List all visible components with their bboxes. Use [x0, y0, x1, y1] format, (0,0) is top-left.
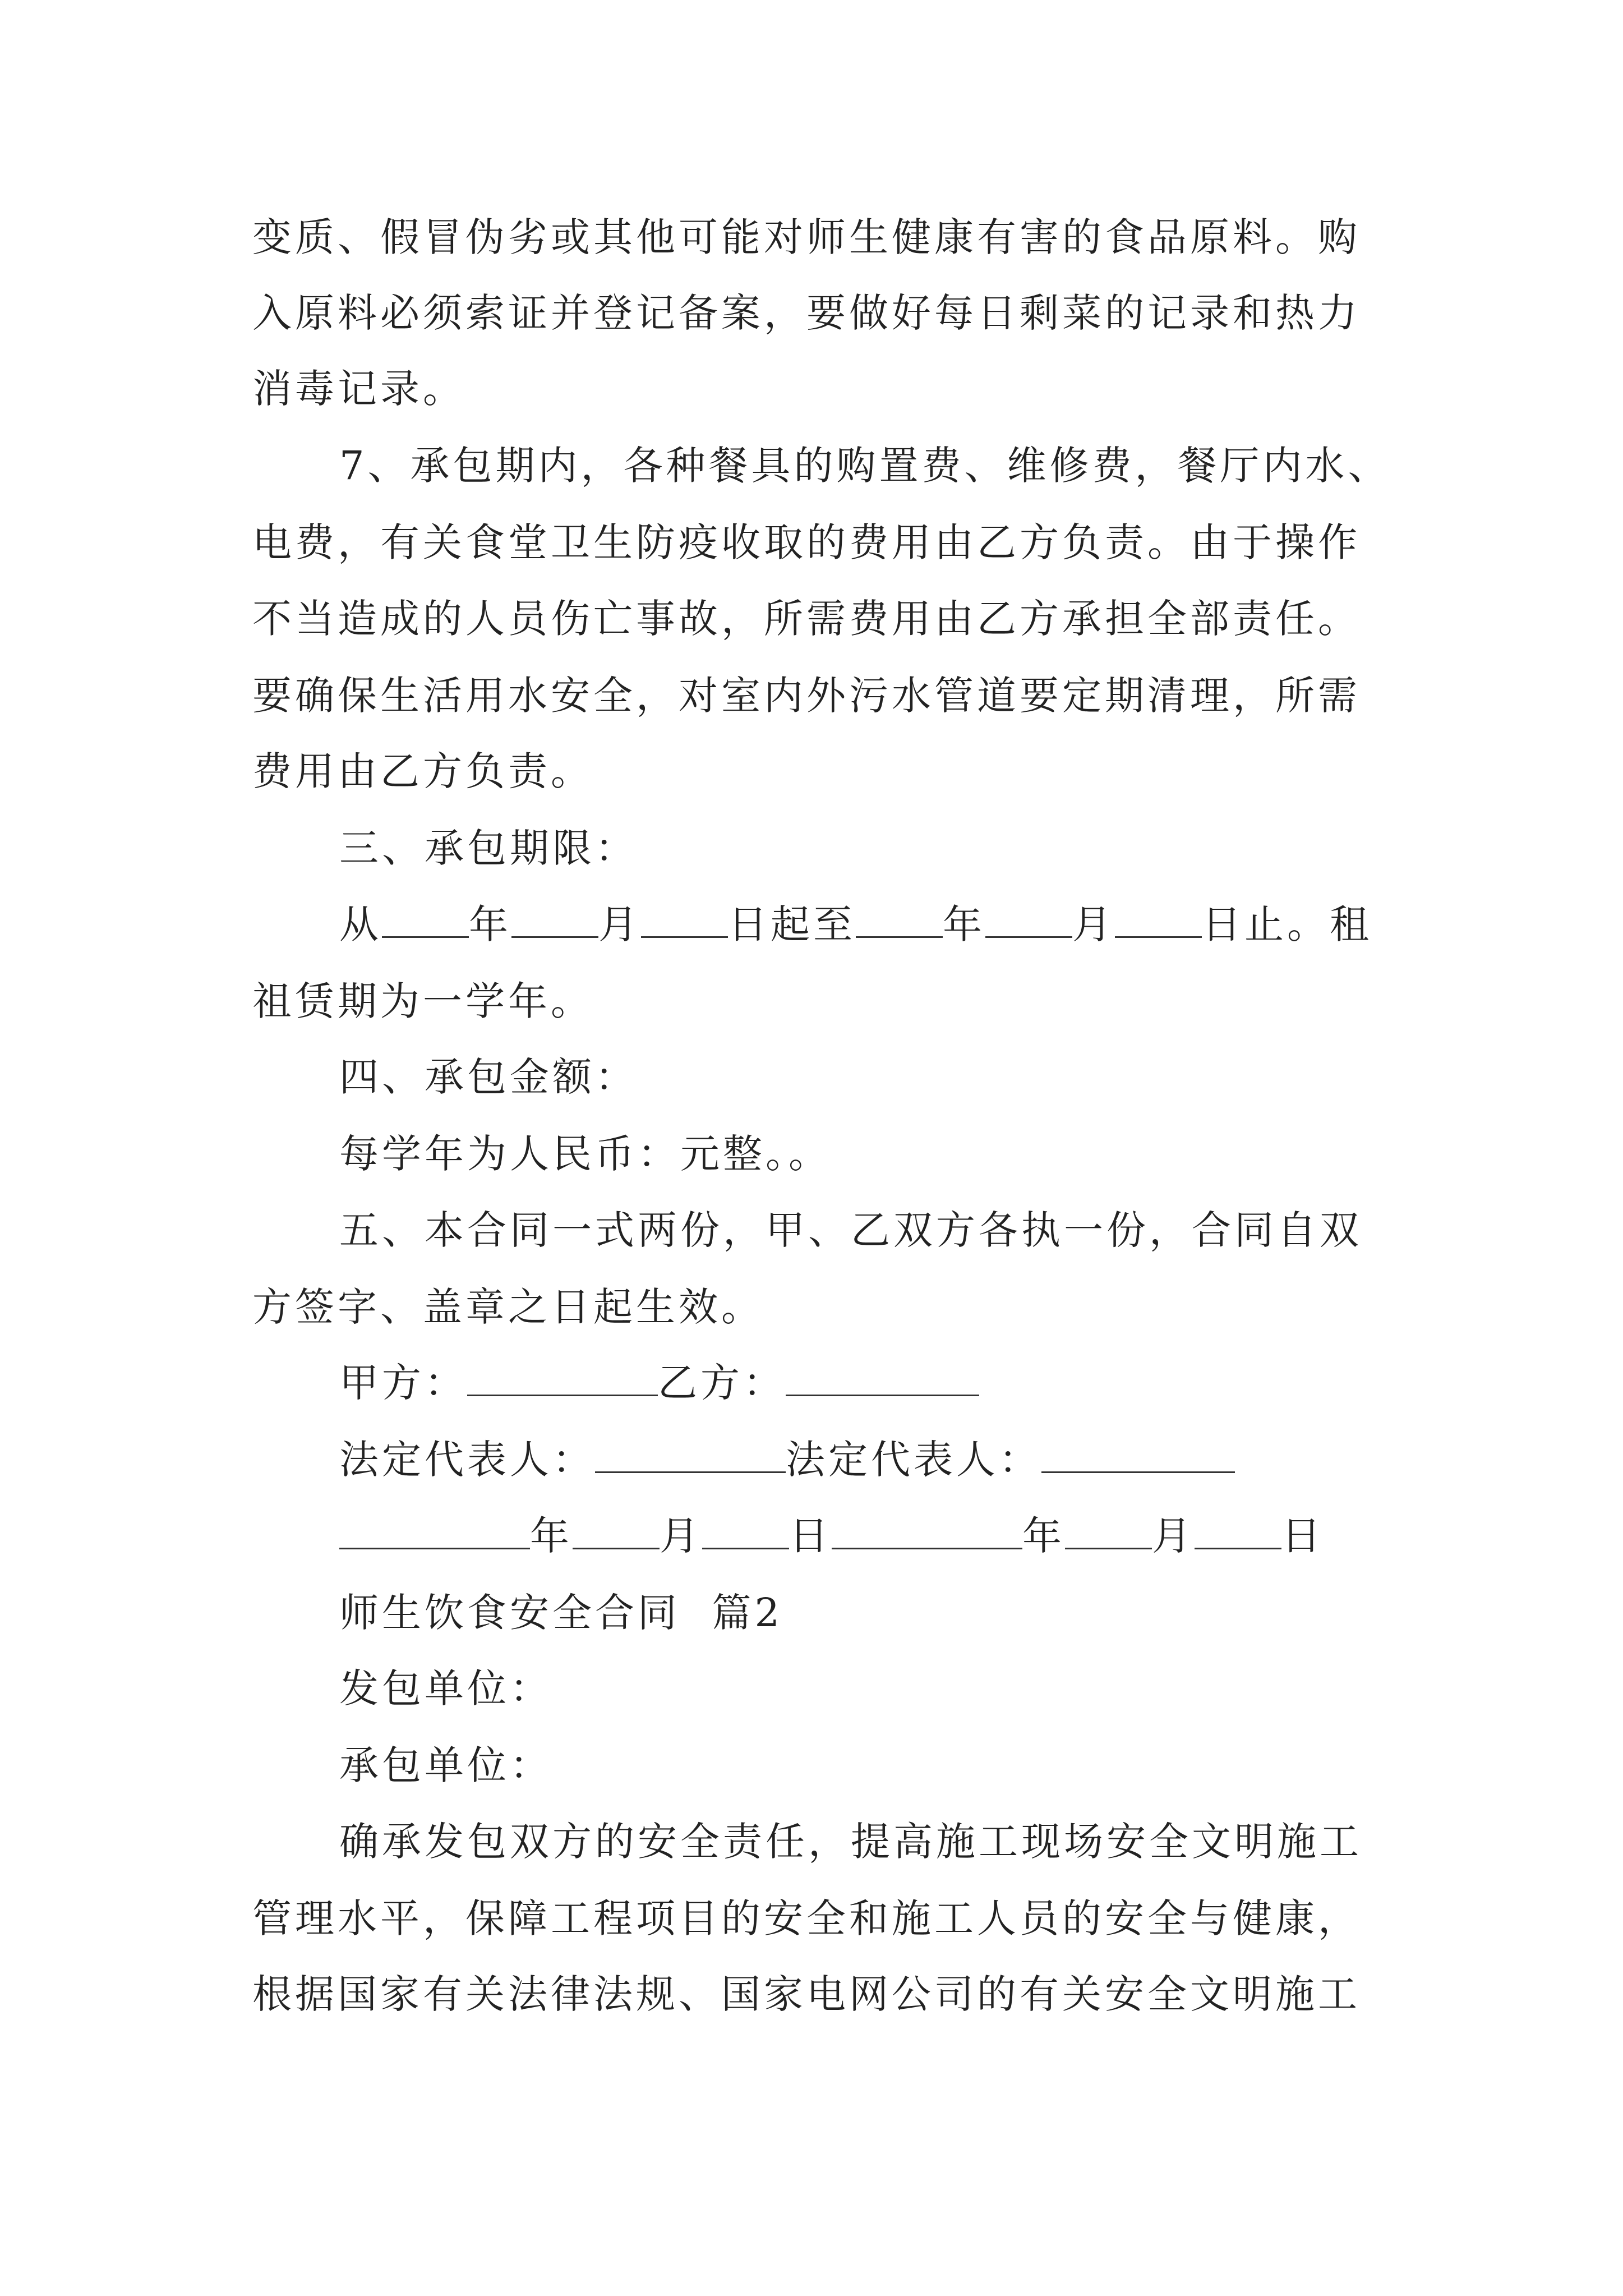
blank-line: [595, 1438, 786, 1473]
party-signature-line: [339, 1355, 979, 1411]
term-month-text: 月: [598, 901, 641, 947]
blank-line: [511, 903, 598, 938]
contracting-unit-line: 承包单位：: [339, 1742, 552, 1788]
paragraph-line: 根据国家有关法律法规、国家电网公司的有关安全文明施工: [252, 1971, 1361, 2017]
paragraph-line: 变质、假冒伪劣或其他可能对师生健康有害的食品原料。购: [252, 214, 1361, 260]
blank-line: [641, 903, 728, 938]
term-year2-text: 年: [943, 901, 985, 947]
contract-title-2: 师生饮食安全合同 篇2: [339, 1590, 783, 1636]
blank-line: [1041, 1438, 1235, 1473]
blank-line: [1115, 903, 1202, 938]
paragraph-line: 管理水平，保障工程项目的安全和施工人员的安全与健康，: [252, 1895, 1361, 1941]
term-year-text: 年: [469, 901, 511, 947]
date-day2-text: 日: [1281, 1513, 1324, 1559]
term-end-text: 日止。租: [1202, 901, 1372, 947]
paragraph-line: 不当造成的人员伤亡事故，所需费用由乙方承担全部责任。: [252, 596, 1361, 642]
term-from-text: 从: [339, 901, 382, 947]
rep-b-label: 法定代表人：: [786, 1437, 1041, 1483]
term-date-line: [339, 896, 1372, 953]
blank-line: [1195, 1514, 1281, 1549]
date-year-text: 年: [530, 1513, 573, 1559]
paragraph-line: 要确保生活用水安全，对室内外污水管道要定期清理，所需: [252, 673, 1361, 719]
amount-line: 每学年为人民币：元整。。: [339, 1131, 831, 1177]
blank-line: [339, 1514, 530, 1549]
blank-line: [856, 903, 943, 938]
signature-date-line: [339, 1508, 1324, 1564]
date-year2-text: 年: [1022, 1513, 1065, 1559]
date-month-text: 月: [660, 1513, 702, 1559]
blank-line: [832, 1514, 1022, 1549]
blank-line: [467, 1361, 658, 1396]
paragraph-line: 费用由乙方负责。: [252, 748, 593, 794]
term-day-text: 日起至: [728, 901, 856, 947]
paragraph-line: 入原料必须索证并登记备案，要做好每日剩菜的记录和热力: [252, 290, 1361, 336]
date-month2-text: 月: [1152, 1513, 1195, 1559]
date-day-text: 日: [789, 1513, 832, 1559]
blank-line: [1065, 1514, 1152, 1549]
paragraph-line: 方签字、盖章之日起生效。: [252, 1284, 764, 1330]
blank-line: [573, 1514, 660, 1549]
blank-line: [382, 903, 469, 938]
paragraph-line: 祖赁期为一学年。: [252, 978, 593, 1024]
paragraph-line: 消毒记录。: [252, 366, 465, 412]
blank-line: [786, 1361, 979, 1396]
section-heading-amount: 四、承包金额：: [339, 1054, 638, 1100]
blank-line: [985, 903, 1072, 938]
paragraph-line: 电费，有关食堂卫生防疫收取的费用由乙方负责。由于操作: [252, 519, 1361, 565]
party-b-label: 乙方：: [658, 1360, 786, 1406]
blank-line: [702, 1514, 789, 1549]
rep-a-label: 法定代表人：: [339, 1437, 595, 1483]
section-heading-copies: 五、本合同一式两份，甲、乙双方各执一份，合同自双: [339, 1207, 1362, 1253]
section-heading-term: 三、承包期限：: [339, 825, 638, 871]
representative-line: [339, 1432, 1235, 1488]
paragraph-line: 确承发包双方的安全责任，提高施工现场安全文明施工: [339, 1819, 1362, 1865]
party-a-label: 甲方：: [339, 1360, 467, 1406]
term-month2-text: 月: [1072, 901, 1115, 947]
clause-7-heading-line: 7、承包期内，各种餐具的购置费、维修费，餐厅内水、: [339, 443, 1391, 489]
issuing-unit-line: 发包单位：: [339, 1665, 552, 1711]
